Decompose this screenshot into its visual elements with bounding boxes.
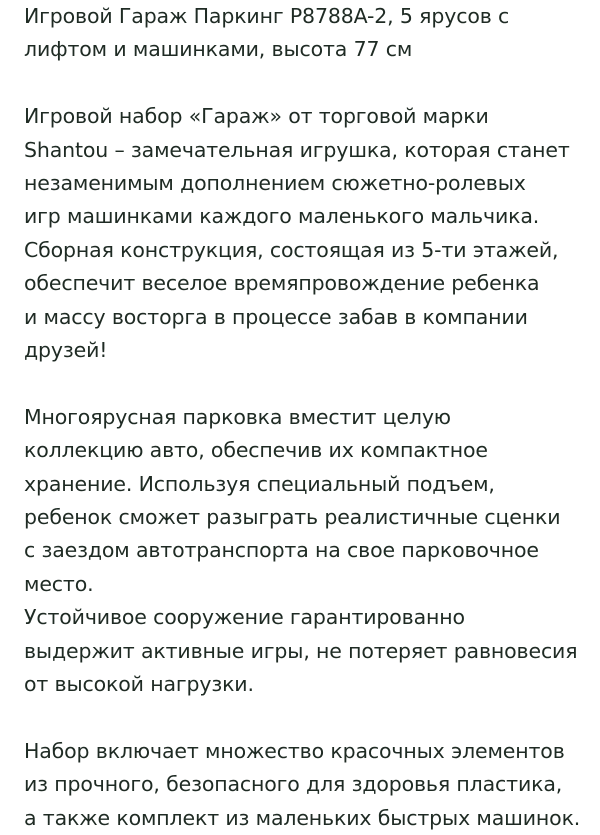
text-line: обеспечит веселое времяпровождение ребенка [24, 271, 540, 296]
text-line: незаменимым дополнением сюжетно-ролевых [24, 171, 526, 196]
text-line: Сборная конструкция, состоящая из 5-ти этажей, [24, 237, 559, 262]
text-line: а также комплект из маленьких быстрых машинок. [24, 805, 581, 830]
paragraph-spacer [24, 702, 584, 735]
product-title [24, 0, 584, 67]
text-line: из прочного, безопасного для здоровья пластика, [24, 772, 563, 797]
text-line: Игровой набор «Гараж» от торговой марки [24, 104, 489, 129]
text-line: ребенок сможет разыграть реалистичные сценки [24, 505, 561, 530]
paragraph-spacer [24, 367, 584, 400]
text-line: Shantou – замечательная игрушка, которая станет [24, 137, 570, 162]
text-line: Устойчивое сооружение гарантированно [24, 605, 465, 630]
text-line: место. [24, 571, 94, 596]
title-line: Игровой Гараж Паркинг P8788A-2, 5 ярусов с [24, 4, 510, 28]
text-line: от высокой нагрузки. [24, 672, 254, 697]
text-line: игр машинками каждого маленького мальчика. [24, 204, 540, 229]
text-line: Многоярусная парковка вместит целую [24, 404, 451, 429]
paragraph-stability [24, 601, 584, 701]
title-line: лифтом и машинками, высота 77 см [24, 37, 413, 62]
text-line: хранение. Используя специальный подъем, [24, 471, 495, 496]
text-line: выдержит активные игры, не потеряет равновесия [24, 638, 578, 663]
text-line: Набор включает множество красочных элементов [24, 738, 565, 763]
paragraph-spacer [24, 67, 584, 100]
text-line: и массу восторга в процессе забав в компании [24, 304, 528, 329]
text-line: коллекцию авто, обеспечив их компактное [24, 438, 488, 463]
paragraph-parking [24, 401, 584, 601]
paragraph-contents [24, 735, 584, 835]
product-description [24, 0, 584, 835]
text-line: с заездом автотранспорта на свое парковочное [24, 538, 539, 563]
paragraph-intro [24, 100, 584, 367]
text-line: друзей! [24, 338, 108, 363]
